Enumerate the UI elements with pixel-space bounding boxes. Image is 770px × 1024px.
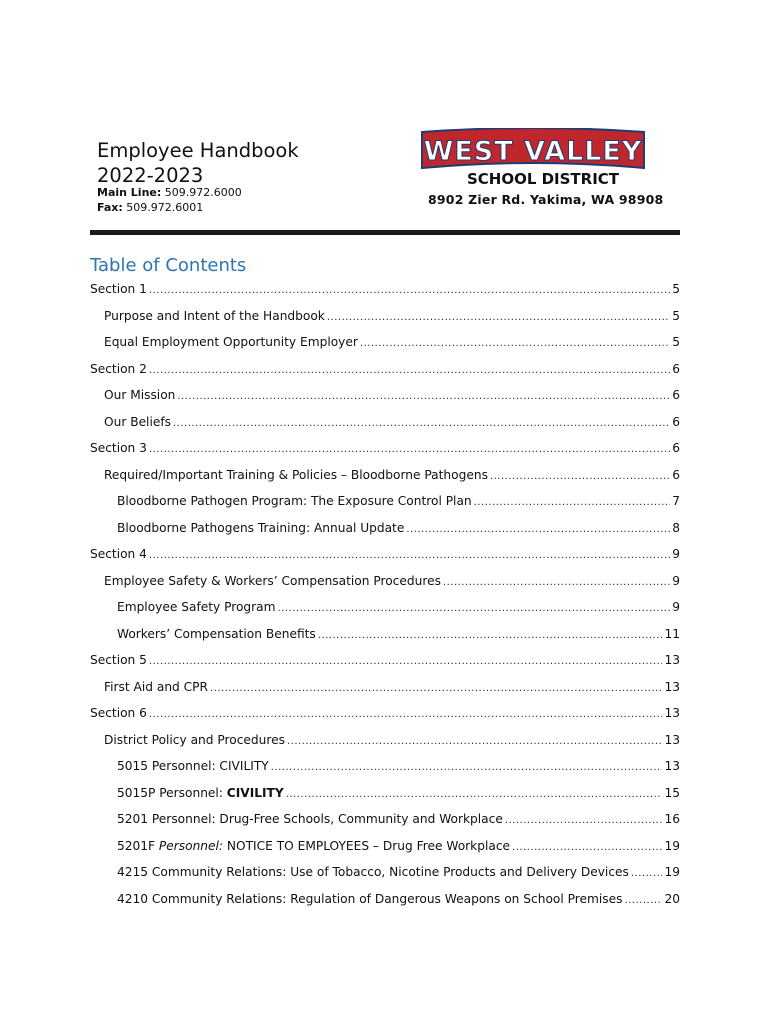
toc-entry[interactable]: Required/Important Training & Policies – Bloodborne Pathogens ..... 6: [104, 466, 680, 484]
toc-entry[interactable]: Bloodborne Pathogen Program: The Exposure Control Plan ..... 7: [117, 492, 680, 510]
fax-label: Fax:: [97, 201, 123, 214]
toc-entry[interactable]: Our Beliefs ..... 6: [104, 413, 680, 431]
toc-entry[interactable]: 5015P Personnel: CIVILITY ..... 15: [117, 784, 680, 802]
toc-entry[interactable]: 4210 Community Relations: Regulation of Dangerous Weapons on School Premises ..... 20: [117, 890, 680, 908]
title-line-2: 2022-2023: [97, 164, 204, 187]
header-divider: [90, 230, 680, 235]
fax-value: 509.972.6001: [126, 201, 204, 214]
address: 8902 Zier Rd. Yakima, WA 98908: [428, 192, 664, 207]
toc-entry[interactable]: First Aid and CPR ..... 13: [104, 678, 680, 696]
toc-entry[interactable]: 4215 Community Relations: Use of Tobacco, Nicotine Products and Delivery Devices ..... 19: [117, 863, 680, 881]
toc-entry[interactable]: 5015 Personnel: CIVILITY ..... 13: [117, 757, 680, 775]
main-line-value: 509.972.6000: [164, 186, 242, 199]
district-logo: [418, 128, 648, 190]
toc-entry[interactable]: 5201F Personnel: NOTICE TO EMPLOYEES – Drug Free Workplace ..... 19: [117, 837, 680, 855]
logo-text-top: WEST VALLEY: [423, 136, 643, 167]
main-line-label: Main Line:: [97, 186, 162, 199]
toc-entry[interactable]: Section 1 ..... 5: [90, 280, 680, 298]
toc-entry[interactable]: Equal Employment Opportunity Employer ..... 5: [104, 333, 680, 351]
toc-entry[interactable]: Employee Safety Program ..... 9: [117, 598, 680, 616]
toc-entry[interactable]: Section 3 ..... 6: [90, 439, 680, 457]
logo-text-bottom: SCHOOL DISTRICT: [466, 170, 620, 188]
toc-entry[interactable]: Section 5 ..... 13: [90, 651, 680, 669]
contact-info: [97, 185, 242, 215]
toc-entry[interactable]: Workers’ Compensation Benefits ..... 11: [117, 625, 680, 643]
title-line-1: Employee Handbook: [97, 139, 299, 162]
toc-entry[interactable]: Bloodborne Pathogens Training: Annual Update ..... 8: [117, 519, 680, 537]
toc-entry[interactable]: District Policy and Procedures ..... 13: [104, 731, 680, 749]
toc-entry[interactable]: Purpose and Intent of the Handbook ..... 5: [104, 307, 680, 325]
document-title: [97, 138, 299, 188]
toc-heading: Table of Contents: [90, 255, 247, 276]
toc-entry[interactable]: Section 2 ..... 6: [90, 360, 680, 378]
toc-entry[interactable]: Employee Safety & Workers’ Compensation Procedures ..... 9: [104, 572, 680, 590]
toc-entry[interactable]: Section 6 ..... 13: [90, 704, 680, 722]
toc-entry[interactable]: Section 4 ..... 9: [90, 545, 680, 563]
toc-entry[interactable]: 5201 Personnel: Drug-Free Schools, Community and Workplace ..... 16: [117, 810, 680, 828]
toc-entry[interactable]: Our Mission ..... 6: [104, 386, 680, 404]
